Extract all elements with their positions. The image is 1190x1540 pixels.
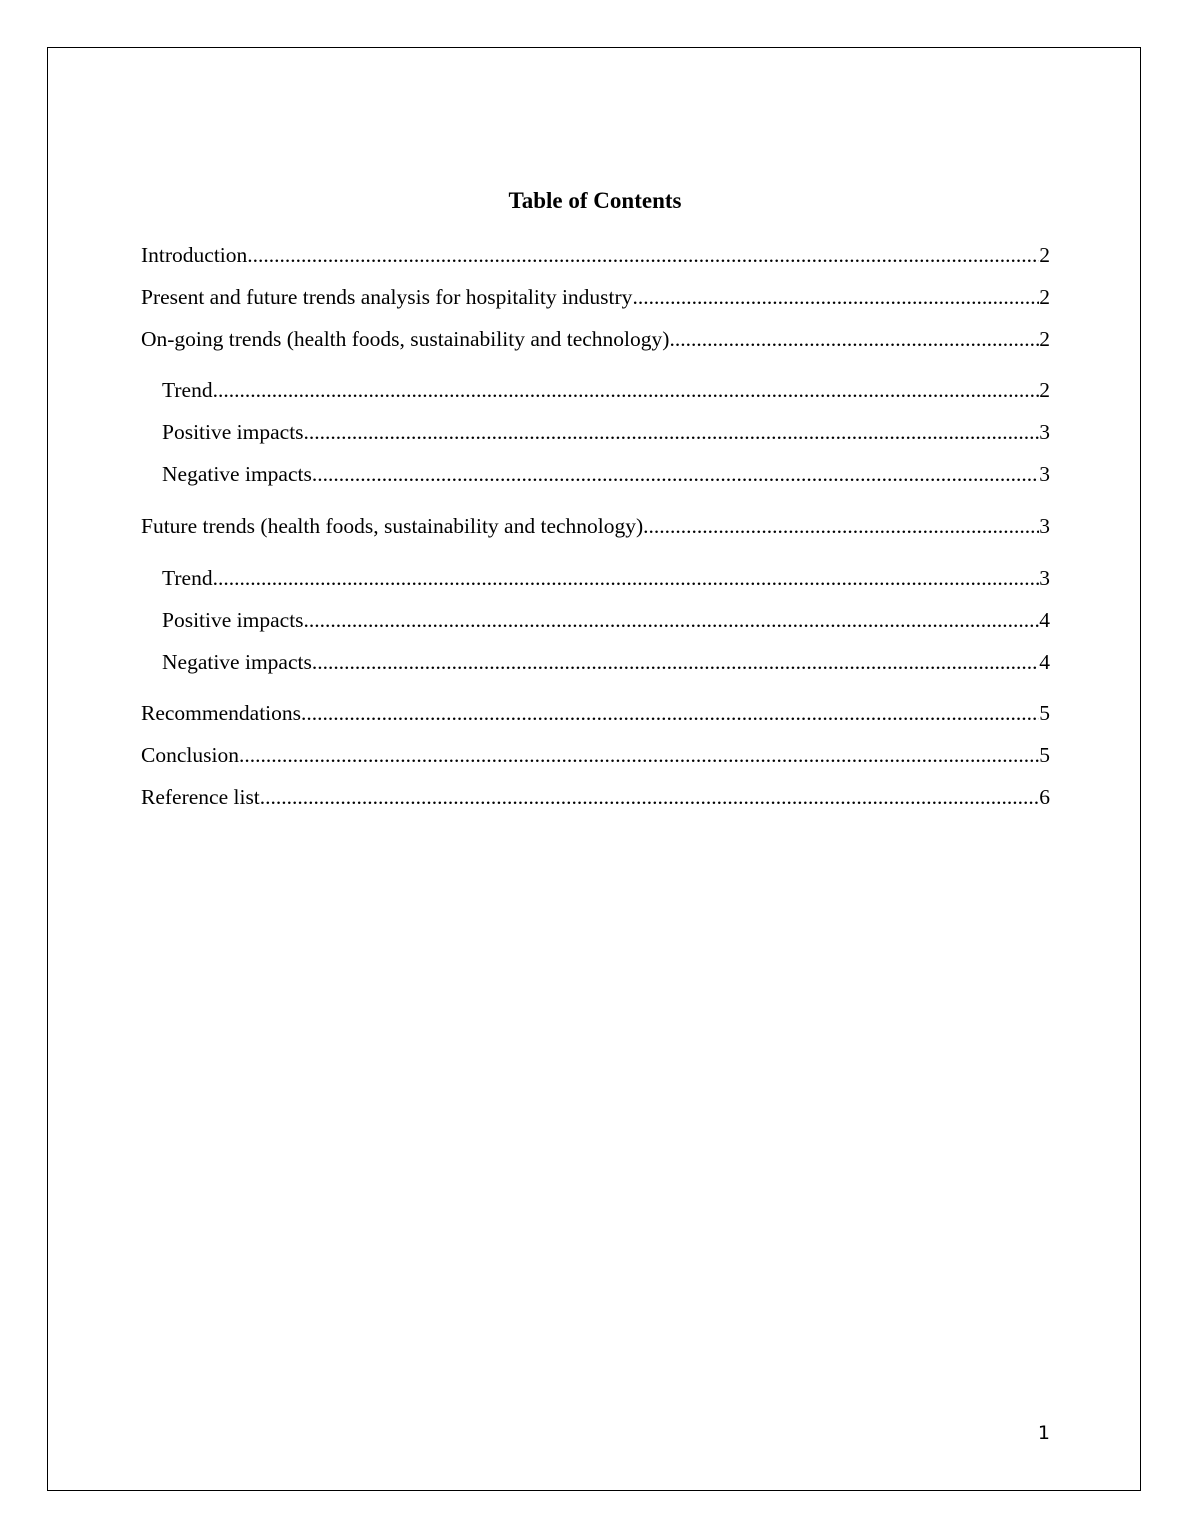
- toc-entry-ongoing-negative-impacts[interactable]: [162, 460, 1050, 488]
- toc-dot-leader: [260, 783, 1039, 811]
- page-number: 1: [1037, 1422, 1050, 1444]
- toc-entry-page: 5: [1039, 743, 1050, 767]
- toc-dot-leader: [669, 325, 1039, 353]
- toc-entry-future-negative-impacts[interactable]: [162, 648, 1050, 676]
- toc-dot-leader: [301, 699, 1039, 727]
- toc-entry-page: 3: [1039, 420, 1050, 444]
- toc-entry-label: Trend: [162, 566, 213, 590]
- toc-dot-leader: [239, 741, 1039, 769]
- toc-entry-label: On-going trends (health foods, sustainability and technology): [141, 327, 670, 351]
- toc-dot-leader: [304, 418, 1040, 446]
- toc-entry-page: 2: [1039, 378, 1050, 402]
- toc-dot-leader: [312, 460, 1039, 488]
- toc-entry-label: Introduction: [141, 243, 248, 267]
- toc-entry-ongoing-positive-impacts[interactable]: [162, 418, 1050, 446]
- toc-dot-leader: [643, 512, 1039, 540]
- toc-entry-label: Present and future trends analysis for hospitality industry: [141, 285, 633, 309]
- toc-entry-future-positive-impacts[interactable]: [162, 606, 1050, 634]
- toc-dot-leader: [247, 241, 1039, 269]
- toc-entry-page: 6: [1039, 785, 1050, 809]
- toc-entry-label: Trend: [162, 378, 213, 402]
- toc-entry-page: 3: [1039, 566, 1050, 590]
- toc-entry-recommendations[interactable]: [141, 699, 1050, 727]
- toc-entry-label: Future trends (health foods, sustainability and technology): [141, 514, 644, 538]
- toc-entry-label: Reference list: [141, 785, 260, 809]
- toc-entry-page: 2: [1039, 243, 1050, 267]
- toc-entry-present-future-trends[interactable]: [141, 283, 1050, 311]
- toc-entry-label: Negative impacts: [162, 650, 312, 674]
- toc-entry-page: 2: [1039, 285, 1050, 309]
- toc-entry-future-trends[interactable]: [141, 512, 1050, 540]
- toc-entry-label: Negative impacts: [162, 462, 312, 486]
- toc-entry-introduction[interactable]: [141, 241, 1050, 269]
- toc-entry-page: 3: [1039, 462, 1050, 486]
- toc-entry-page: 5: [1039, 701, 1050, 725]
- toc-entry-label: Recommendations: [141, 701, 302, 725]
- toc-dot-leader: [213, 376, 1040, 404]
- toc-entry-page: 3: [1039, 514, 1050, 538]
- toc-dot-leader: [213, 564, 1040, 592]
- toc-dot-leader: [632, 283, 1039, 311]
- toc-entry-label: Positive impacts: [162, 420, 304, 444]
- toc-dot-leader: [304, 606, 1040, 634]
- toc-entry-page: 4: [1039, 608, 1050, 632]
- toc-title: Table of Contents: [508, 188, 682, 213]
- toc-entry-conclusion[interactable]: [141, 741, 1050, 769]
- toc-entry-ongoing-trend[interactable]: [162, 376, 1050, 404]
- toc-dot-leader: [312, 648, 1039, 676]
- toc-entry-ongoing-trends[interactable]: [141, 325, 1050, 353]
- toc-entry-page: 4: [1039, 650, 1050, 674]
- toc-entry-label: Conclusion: [141, 743, 239, 767]
- toc-entry-label: Positive impacts: [162, 608, 304, 632]
- toc-entry-future-trend[interactable]: [162, 564, 1050, 592]
- toc-entry-reference-list[interactable]: [141, 783, 1050, 811]
- toc-entry-page: 2: [1039, 327, 1050, 351]
